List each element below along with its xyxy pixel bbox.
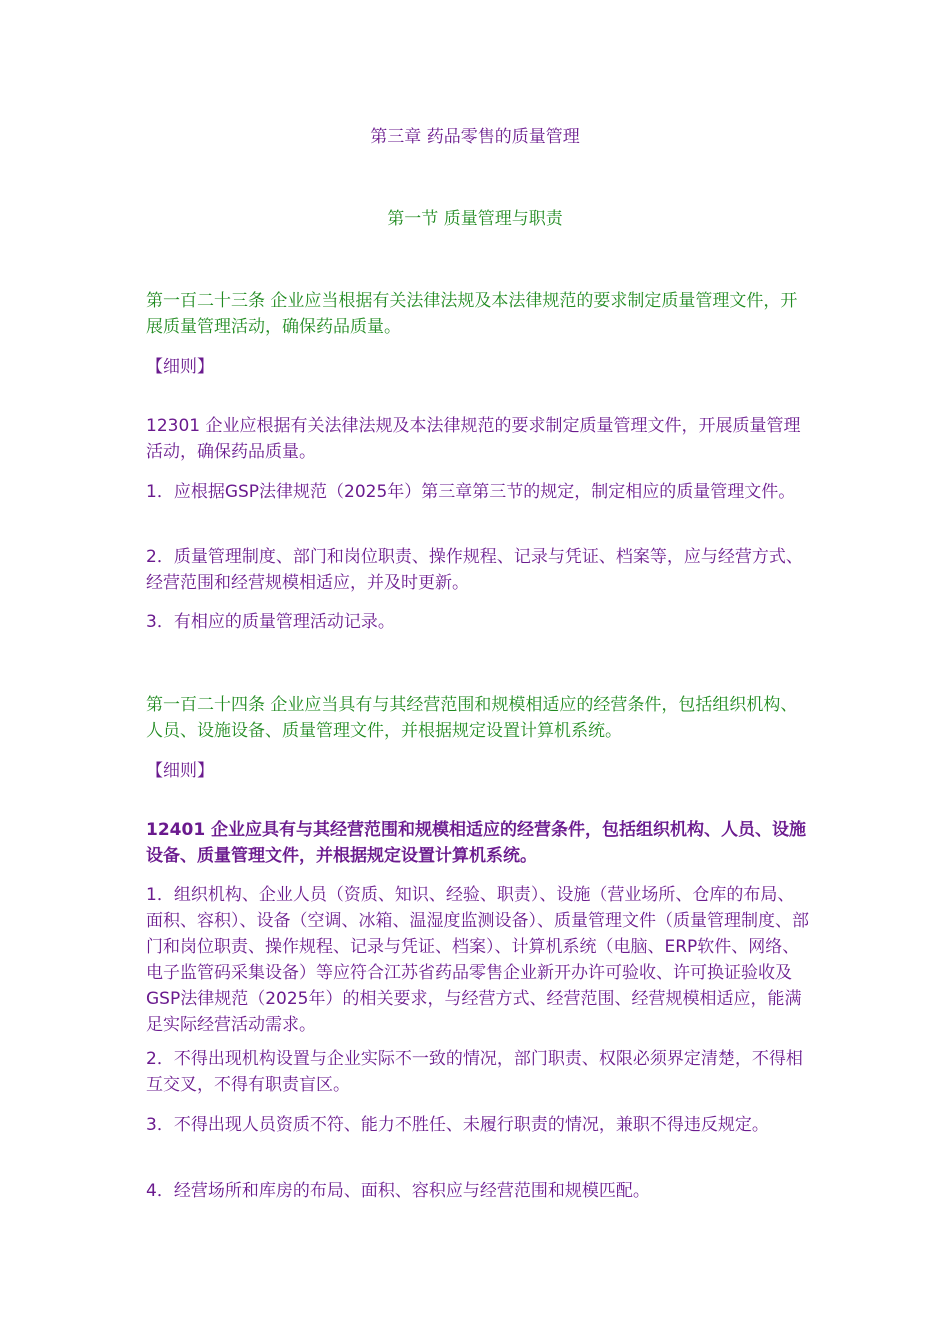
article-124: 第一百二十四条 企业应当具有与其经营范围和规模相适应的经营条件，包括组织机构、人员、设施设备、质量管理文件，并根据规定设置计算机系统。 [146, 695, 798, 741]
rule-item-12301-2: 2．质量管理制度、部门和岗位职责、操作规程、记录与凭证、档案等，应与经营方式、经营范围和经营规模相适应，并及时更新。 [146, 547, 803, 593]
rule-item-12401-2: 2．不得出现机构设置与企业实际不一致的情况，部门职责、权限必须界定清楚，不得相互交叉，不得有职责盲区。 [146, 1049, 803, 1095]
rules-label-124: 【细则】 [146, 761, 214, 781]
rule-item-12401-1: 1．组织机构、企业人员（资质、知识、经验、职责）、设施（营业场所、仓库的布局、面积、容积）、设备（空调、冰箱、温湿度监测设备）、质量管理文件（质量管理制度、部门和岗位职责、操作规程、记录与凭证、档案）、计算机系统（电脑、ERP软件、网络、电子监管码采集设备）等应符合江苏省药品零售企业新开办许可验收、许可换证验收及GSP法律规范（2025年）的相关要求，与经营方式、经营范围、经营规模相适应，能满足实际经营活动需求。 [146, 885, 809, 1035]
article-123: 第一百二十三条 企业应当根据有关法律法规及本法律规范的要求制定质量管理文件，开展质量管理活动，确保药品质量。 [146, 291, 798, 337]
rule-heading-12401: 12401 企业应具有与其经营范围和规模相适应的经营条件，包括组织机构、人员、设施设备、质量管理文件，并根据规定设置计算机系统。 [146, 820, 807, 866]
rule-item-12301-1: 1．应根据GSP法律规范（2025年）第三章第三节的规定，制定相应的质量管理文件。 [146, 482, 796, 502]
rule-item-12301-3: 3．有相应的质量管理活动记录。 [146, 612, 395, 632]
rules-label-123: 【细则】 [146, 357, 214, 377]
rule-heading-12301: 12301 企业应根据有关法律法规及本法律规范的要求制定质量管理文件，开展质量管理活动，确保药品质量。 [146, 416, 801, 462]
rule-item-12401-3: 3．不得出现人员资质不符、能力不胜任、未履行职责的情况，兼职不得违反规定。 [146, 1115, 769, 1135]
section-title: 第一节 质量管理与职责 [387, 209, 563, 229]
chapter-title: 第三章 药品零售的质量管理 [370, 127, 580, 147]
rule-item-12401-4: 4．经营场所和库房的布局、面积、容积应与经营范围和规模匹配。 [146, 1181, 650, 1201]
